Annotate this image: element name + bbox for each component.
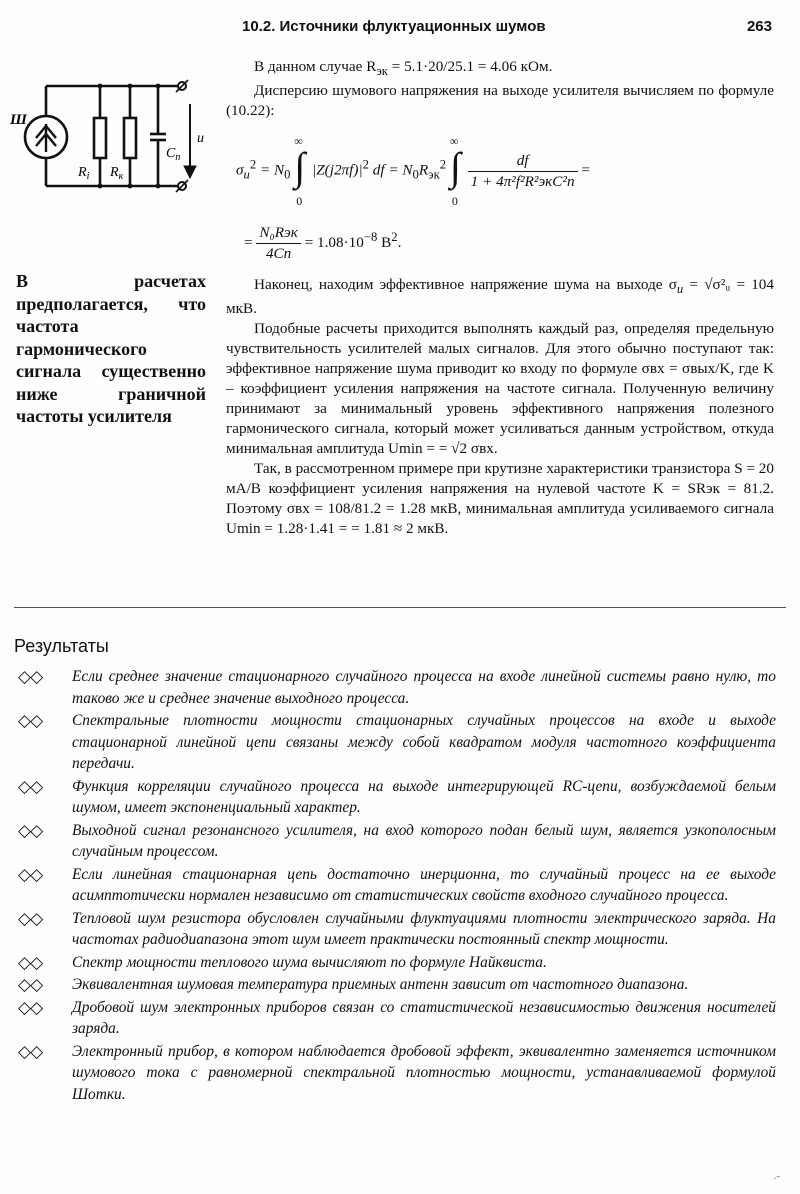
noise-circuit-diagram [6, 72, 226, 202]
result-item: ◇◇ Функция корреляции случайного процесса на выходе интегрирующей RC-цепи, возбуждаемой белым шумом, имеет экспоненциальный характер. [18, 776, 776, 816]
result-item: ◇◇ Если среднее значение стационарного случайного процесса на входе линейной системы равно нулю, то таково же и среднее значение выходного процесса. [18, 667, 776, 707]
diamond-bullet-icon: ◇◇ [18, 776, 43, 796]
svg-text:Rк [109, 165, 124, 182]
result-item: ◇◇ Дробовой шум электронных приборов связан со статистической независимостью движения носителей заряда. [18, 997, 776, 1037]
svg-text:Cп [166, 146, 180, 163]
corner-mark: .- [773, 1170, 780, 1182]
paragraph-dispersion: Дисперсию шумового напряжения на выходе усилителя вычисляем по формуле (10.22): [226, 82, 774, 120]
page-number: 263 [746, 18, 772, 35]
main-text [226, 57, 774, 539]
diamond-bullet-icon: ◇◇ [18, 908, 43, 928]
diamond-bullet-icon: ◇◇ [18, 667, 43, 686]
equation-2: = $\frac{\text{N₀Rэк}}{4Cп}$ = $1.08\cdot 10^{-8}$ $В^2$. [244, 224, 402, 263]
diamond-bullet-icon: ◇◇ [18, 820, 43, 840]
result-item: ◇◇ Электронный прибор, в котором наблюдается дробовой эффект, эквивалентно заменяется источником шумового тока с равномерной спектральной плотностью мощности, устанавливаемой формулой Шотки. [18, 1041, 776, 1103]
integral-1: ∞ ∫ 0 [294, 134, 306, 209]
result-item: ◇◇ Тепловой шум резистора обусловлен случайными флуктуациями плотности электрического заряда. На частотах радиодиапазона этот шум имеет практически постоянный спектр мощности. [18, 908, 776, 948]
section-divider [14, 607, 786, 608]
equation-1: $\sigma_u^2 = N_0$ ∞ ∫ 0 $|Z(j2\pi f)|^2$ df = $N_0R_{эк}^2$ ∞ ∫ 0 $\frac{df}{\text{1 + 4π²f²R²экC²п}}$ = [226, 123, 774, 219]
r2-sub: к [118, 171, 124, 182]
svg-text:Ri [77, 165, 90, 182]
results-list [14, 666, 776, 1106]
integral-2: ∞ ∫ 0 [449, 134, 461, 209]
paragraph-effective-voltage: Наконец, находим эффективное напряжение шума на выходе $\sigma_u$ = √σ²ᵤ = 104 мкВ. [226, 276, 774, 318]
line-rek: В данном случае $R_{эк} = 5.1\cdot 20/25.1 = 4.06$ кОм. [254, 58, 553, 79]
result-item: ◇◇ Спектр мощности теплового шума вычисляют по формуле Найквиста. [18, 952, 547, 972]
diamond-bullet-icon: ◇◇ [18, 864, 43, 884]
result-item: ◇◇ Эквивалентная шумовая температура приемных антенн зависит от частотного диапазона. [18, 975, 689, 994]
results-heading: Результаты [14, 636, 109, 656]
margin-note: В расчетах предполагается, что частота гармонического сигнала существенно ниже граничной частоты усилителя [16, 271, 206, 426]
c-label: C [166, 146, 176, 161]
result-item: ◇◇ Спектральные плотности мощности стационарных случайных процессов на входе и выходе стационарной линейной цепи связаны между собой квадратом модуля частотного коэффициента передачи. [18, 711, 776, 772]
result-item: ◇◇ Выходной сигнал резонансного усилителя, на вход которого подан белый шум, является узкополосным случайным процессом. [18, 820, 776, 860]
r2-label: R [110, 165, 119, 180]
diamond-bullet-icon: ◇◇ [18, 997, 43, 1017]
u-label: u [197, 131, 204, 146]
paragraph-sensitivity: Подобные расчеты приходится выполнять каждый раз, определяя предельную чувствительность усилителей малых сигналов. Для этого обычно поступают так: эффективное напряжение шума приводит ко входу по формуле σвх = σвых/K, где K – коэффициент усиления напряжения на частоте сигнала. Полученную величину принимают за минимальный уровень эффективного напряжения полезного гармонического сигнала, который может усиливаться данным устройством, откуда минимальная амплитуда Umin = = √2 σвх. [226, 320, 774, 458]
result-item: ◇◇ Если линейная стационарная цепь достаточно инерционна, то случайный процесс на ее выходе асимптотически нормален независимо от статистических свойств входного случайного процесса. [18, 864, 776, 904]
diamond-bullet-icon: ◇◇ [18, 975, 43, 994]
resistor-ri [94, 118, 106, 158]
diamond-bullet-icon: ◇◇ [18, 1041, 43, 1061]
c-sub: п [175, 152, 181, 163]
diamond-bullet-icon: ◇◇ [18, 711, 43, 730]
diamond-bullet-icon: ◇◇ [18, 952, 43, 972]
section-title: 10.2. Источники флуктуационных шумов [242, 18, 546, 35]
paragraph-example: Так, в рассмотренном примере при крутизне характеристики транзистора S = 20 мА/В коэффициент усиления напряжения на нулевой частоте K = SRэк = 81.2. Поэтому σвх = 108/81.2 = 1.28 мкВ, минимальная амплитуда усиливаемого сигнала Umin = 1.28·1.41 = = 1.81 ≈ 2 мкВ. [226, 460, 774, 538]
r1-label: R [78, 165, 87, 180]
r1-sub: i [86, 171, 90, 182]
running-header [0, 18, 800, 42]
fraction-1: $\frac{df}{\text{1 + 4π²f²R²экC²п}}$ [468, 151, 578, 192]
fraction-2: $\frac{\text{N₀Rэк}}{4Cп}$ [256, 223, 301, 264]
resistor-rk [124, 118, 136, 158]
source-label: Ш [10, 112, 27, 128]
